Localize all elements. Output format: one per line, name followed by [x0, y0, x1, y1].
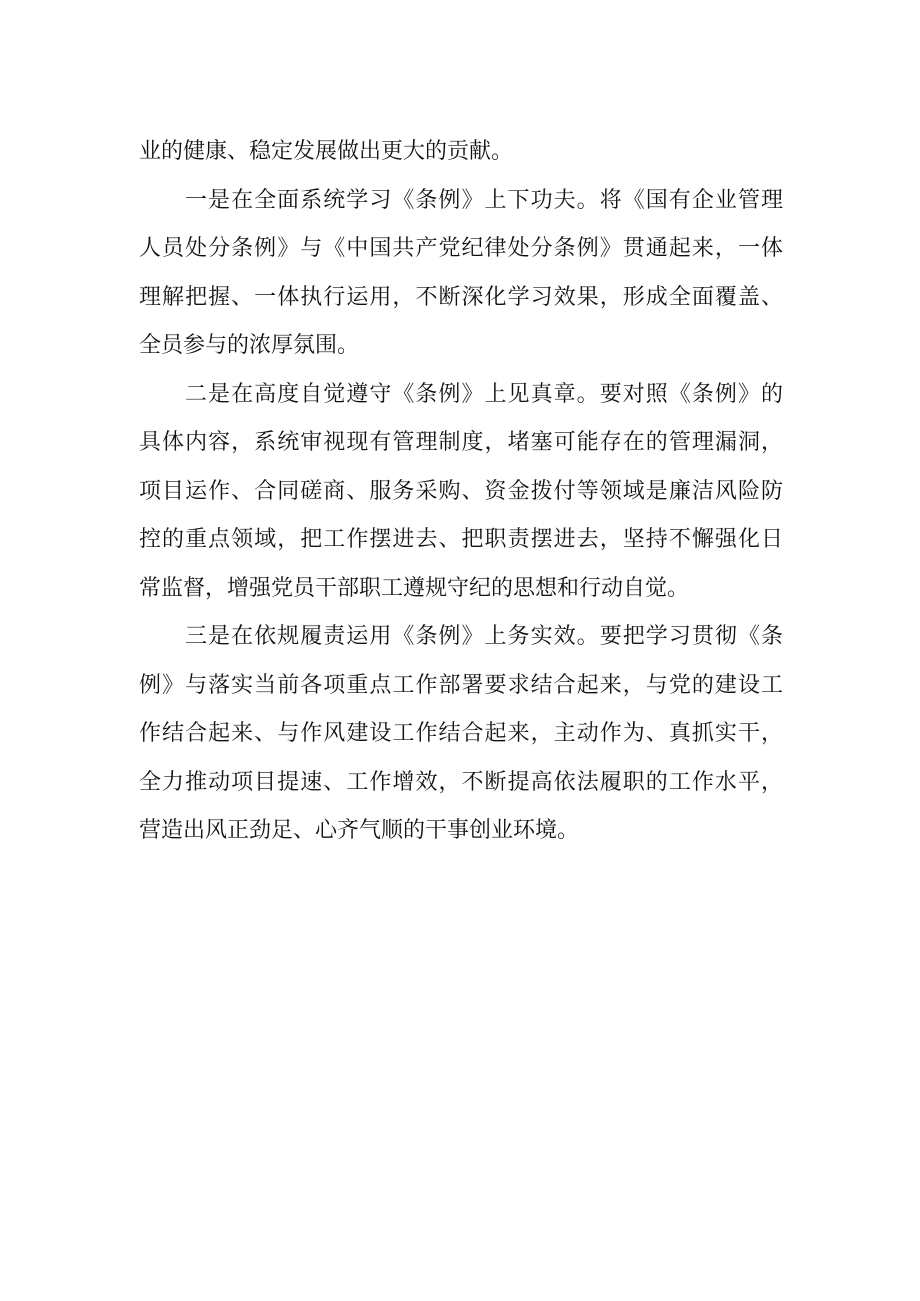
paragraph-3	[139, 371, 783, 614]
text-line: 营造出风正劲足、心齐气顺的干事创业环境。	[139, 818, 580, 843]
text-line: 一是在全面系统学习《条例》上下功夫。将《国有企业管理	[185, 187, 783, 213]
text-line: 具体内容，系统审视现有管理制度，堵塞可能存在的管理漏洞，	[139, 430, 783, 455]
document-body	[139, 128, 783, 856]
text-line: 三是在依规履责运用《条例》上务实效。要把学习贯彻《条	[185, 624, 783, 649]
text-line: 业的健康、稳定发展做出更大的贡献。	[139, 139, 514, 164]
text-line: 例》与落实当前各项重点工作部署要求结合起来，与党的建设工	[139, 672, 783, 698]
paragraph-2	[139, 177, 783, 371]
text-line: 二是在高度自觉遵守《条例》上见真章。要对照《条例》的	[185, 381, 783, 407]
text-line: 常监督，增强党员干部职工遵规守纪的思想和行动自觉。	[139, 575, 690, 601]
text-line: 理解把握、一体执行运用，不断深化学习效果，形成全面覆盖、	[139, 284, 783, 310]
text-line: 控的重点领域，把工作摆进去、把职责摆进去，坚持不懈强化日	[139, 527, 783, 552]
paragraph-1	[139, 128, 783, 177]
text-line: 全员参与的浓厚氛围。	[139, 333, 360, 358]
text-line: 全力推动项目提速、工作增效，不断提高依法履职的工作水平，	[139, 769, 783, 795]
text-line: 人员处分条例》与《中国共产党纪律处分条例》贯通起来，一体	[139, 236, 783, 261]
text-line: 作结合起来、与作风建设工作结合起来，主动作为、真抓实干，	[139, 721, 783, 746]
paragraph-4	[139, 613, 783, 856]
text-line: 项目运作、合同磋商、服务采购、资金拨付等领域是廉洁风险防	[139, 478, 783, 504]
